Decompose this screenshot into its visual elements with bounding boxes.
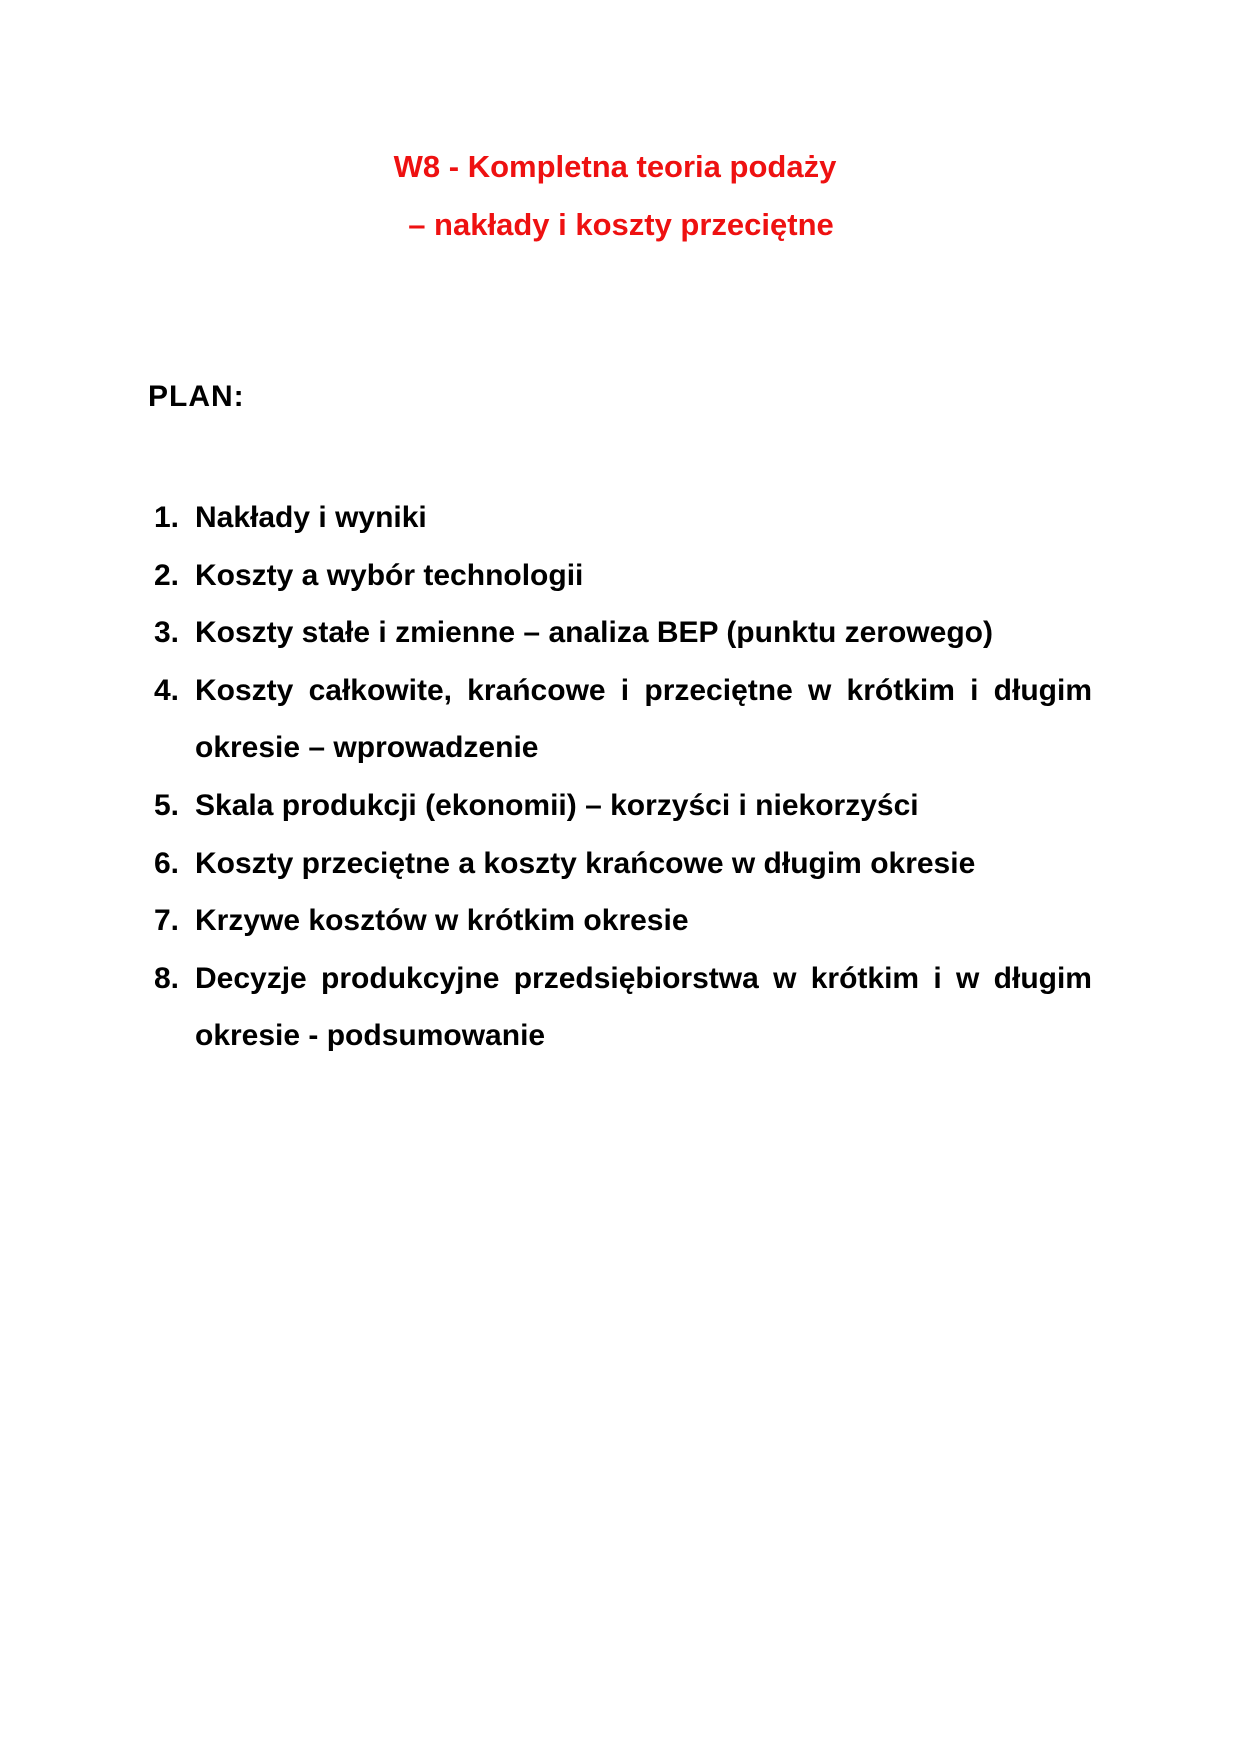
- plan-item-number: 2.: [154, 558, 180, 592]
- plan-heading: PLAN:: [148, 380, 245, 413]
- plan-item-text: Skala produkcji (ekonomii) – korzyści i niekorzyści: [195, 788, 919, 822]
- plan-item-number: 8.: [154, 961, 180, 995]
- plan-item-number: 5.: [154, 788, 180, 822]
- plan-item-text: Koszty przeciętne a koszty krańcowe w długim okresie: [195, 846, 976, 880]
- plan-item-5: [154, 777, 1092, 835]
- plan-item-number: 3.: [154, 616, 180, 650]
- plan-item-7: [154, 892, 1092, 950]
- document-title-line-2: – nakłady i koszty przeciętne: [408, 207, 834, 242]
- plan-item-number: 6.: [154, 846, 180, 880]
- plan-item-text: Koszty całkowite, krańcowe i przeciętne w krótkim i długim okresie – wprowadzenie: [195, 673, 1092, 765]
- plan-item-number: 4.: [154, 673, 180, 707]
- document-title-line-1: W8 - Kompletna teoria podaży: [393, 149, 837, 184]
- plan-item-number: 1.: [154, 501, 180, 534]
- plan-item-2: [154, 547, 1092, 605]
- plan-item-1: [154, 489, 1092, 547]
- plan-item-number: 7.: [154, 904, 180, 938]
- plan-list: [154, 489, 1092, 1065]
- plan-item-text: Krzywe kosztów w krótkim okresie: [195, 904, 689, 938]
- plan-item-3: [154, 604, 1092, 662]
- plan-item-6: [154, 835, 1092, 893]
- plan-item-text: Nakłady i wyniki: [195, 501, 427, 534]
- plan-item-4: [154, 662, 1092, 777]
- plan-item-8: [154, 950, 1092, 1065]
- plan-item-text: Koszty a wybór technologii: [195, 558, 584, 592]
- plan-item-text: Koszty stałe i zmienne – analiza BEP (punktu zerowego): [195, 616, 993, 650]
- plan-item-text: Decyzje produkcyjne przedsiębiorstwa w krótkim i w długim okresie - podsumowanie: [195, 961, 1092, 1053]
